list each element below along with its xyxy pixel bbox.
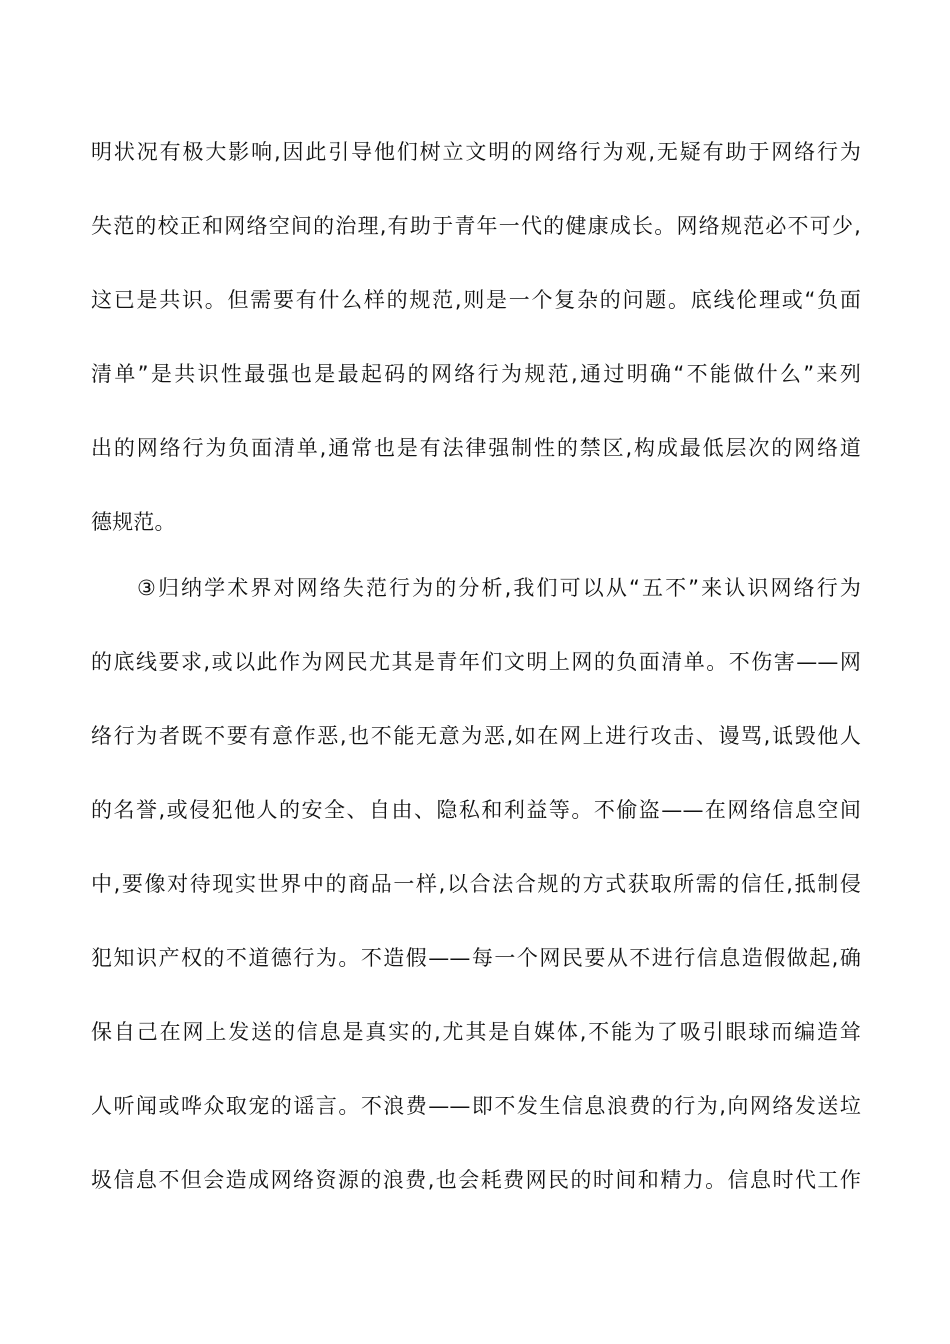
text-line: 保自己在网上发送的信息是真实的,尤其是自媒体,不能为了吸引眼球而编造耸 <box>91 1020 861 1044</box>
text-line: 明状况有极大影响,因此引导他们树立文明的网络行为观,无疑有助于网络行为 <box>91 140 861 164</box>
paragraph-start-line: ③归纳学术界对网络失范行为的分析,我们可以从“五不”来认识网络行为 <box>137 576 861 600</box>
text-line: 圾信息不但会造成网络资源的浪费,也会耗费网民的时间和精力。信息时代工作 <box>91 1168 861 1192</box>
text-line: 犯知识产权的不道德行为。不造假——每一个网民要从不进行信息造假做起,确 <box>91 946 861 970</box>
text-line: 的名誉,或侵犯他人的安全、自由、隐私和利益等。不偷盗——在网络信息空间 <box>91 798 861 822</box>
text-line: 失范的校正和网络空间的治理,有助于青年一代的健康成长。网络规范必不可少, <box>91 214 861 238</box>
text-line: 人听闻或哗众取宠的谣言。不浪费——即不发生信息浪费的行为,向网络发送垃 <box>91 1094 861 1118</box>
text-line: 中,要像对待现实世界中的商品一样,以合法合规的方式获取所需的信任,抵制侵 <box>91 872 861 896</box>
text-line: 清单”是共识性最强也是最起码的网络行为规范,通过明确“不能做什么”来列 <box>91 362 861 386</box>
text-line: 出的网络行为负面清单,通常也是有法律强制性的禁区,构成最低层次的网络道 <box>91 436 861 460</box>
text-line: 络行为者既不要有意作恶,也不能无意为恶,如在网上进行攻击、谩骂,诋毁他人 <box>91 724 861 748</box>
text-line: 的底线要求,或以此作为网民尤其是青年们文明上网的负面清单。不伤害——网 <box>91 650 861 674</box>
paragraph-end-line: 德规范。 <box>91 510 176 534</box>
text-line: 这已是共识。但需要有什么样的规范,则是一个复杂的问题。底线伦理或“负面 <box>91 288 861 312</box>
